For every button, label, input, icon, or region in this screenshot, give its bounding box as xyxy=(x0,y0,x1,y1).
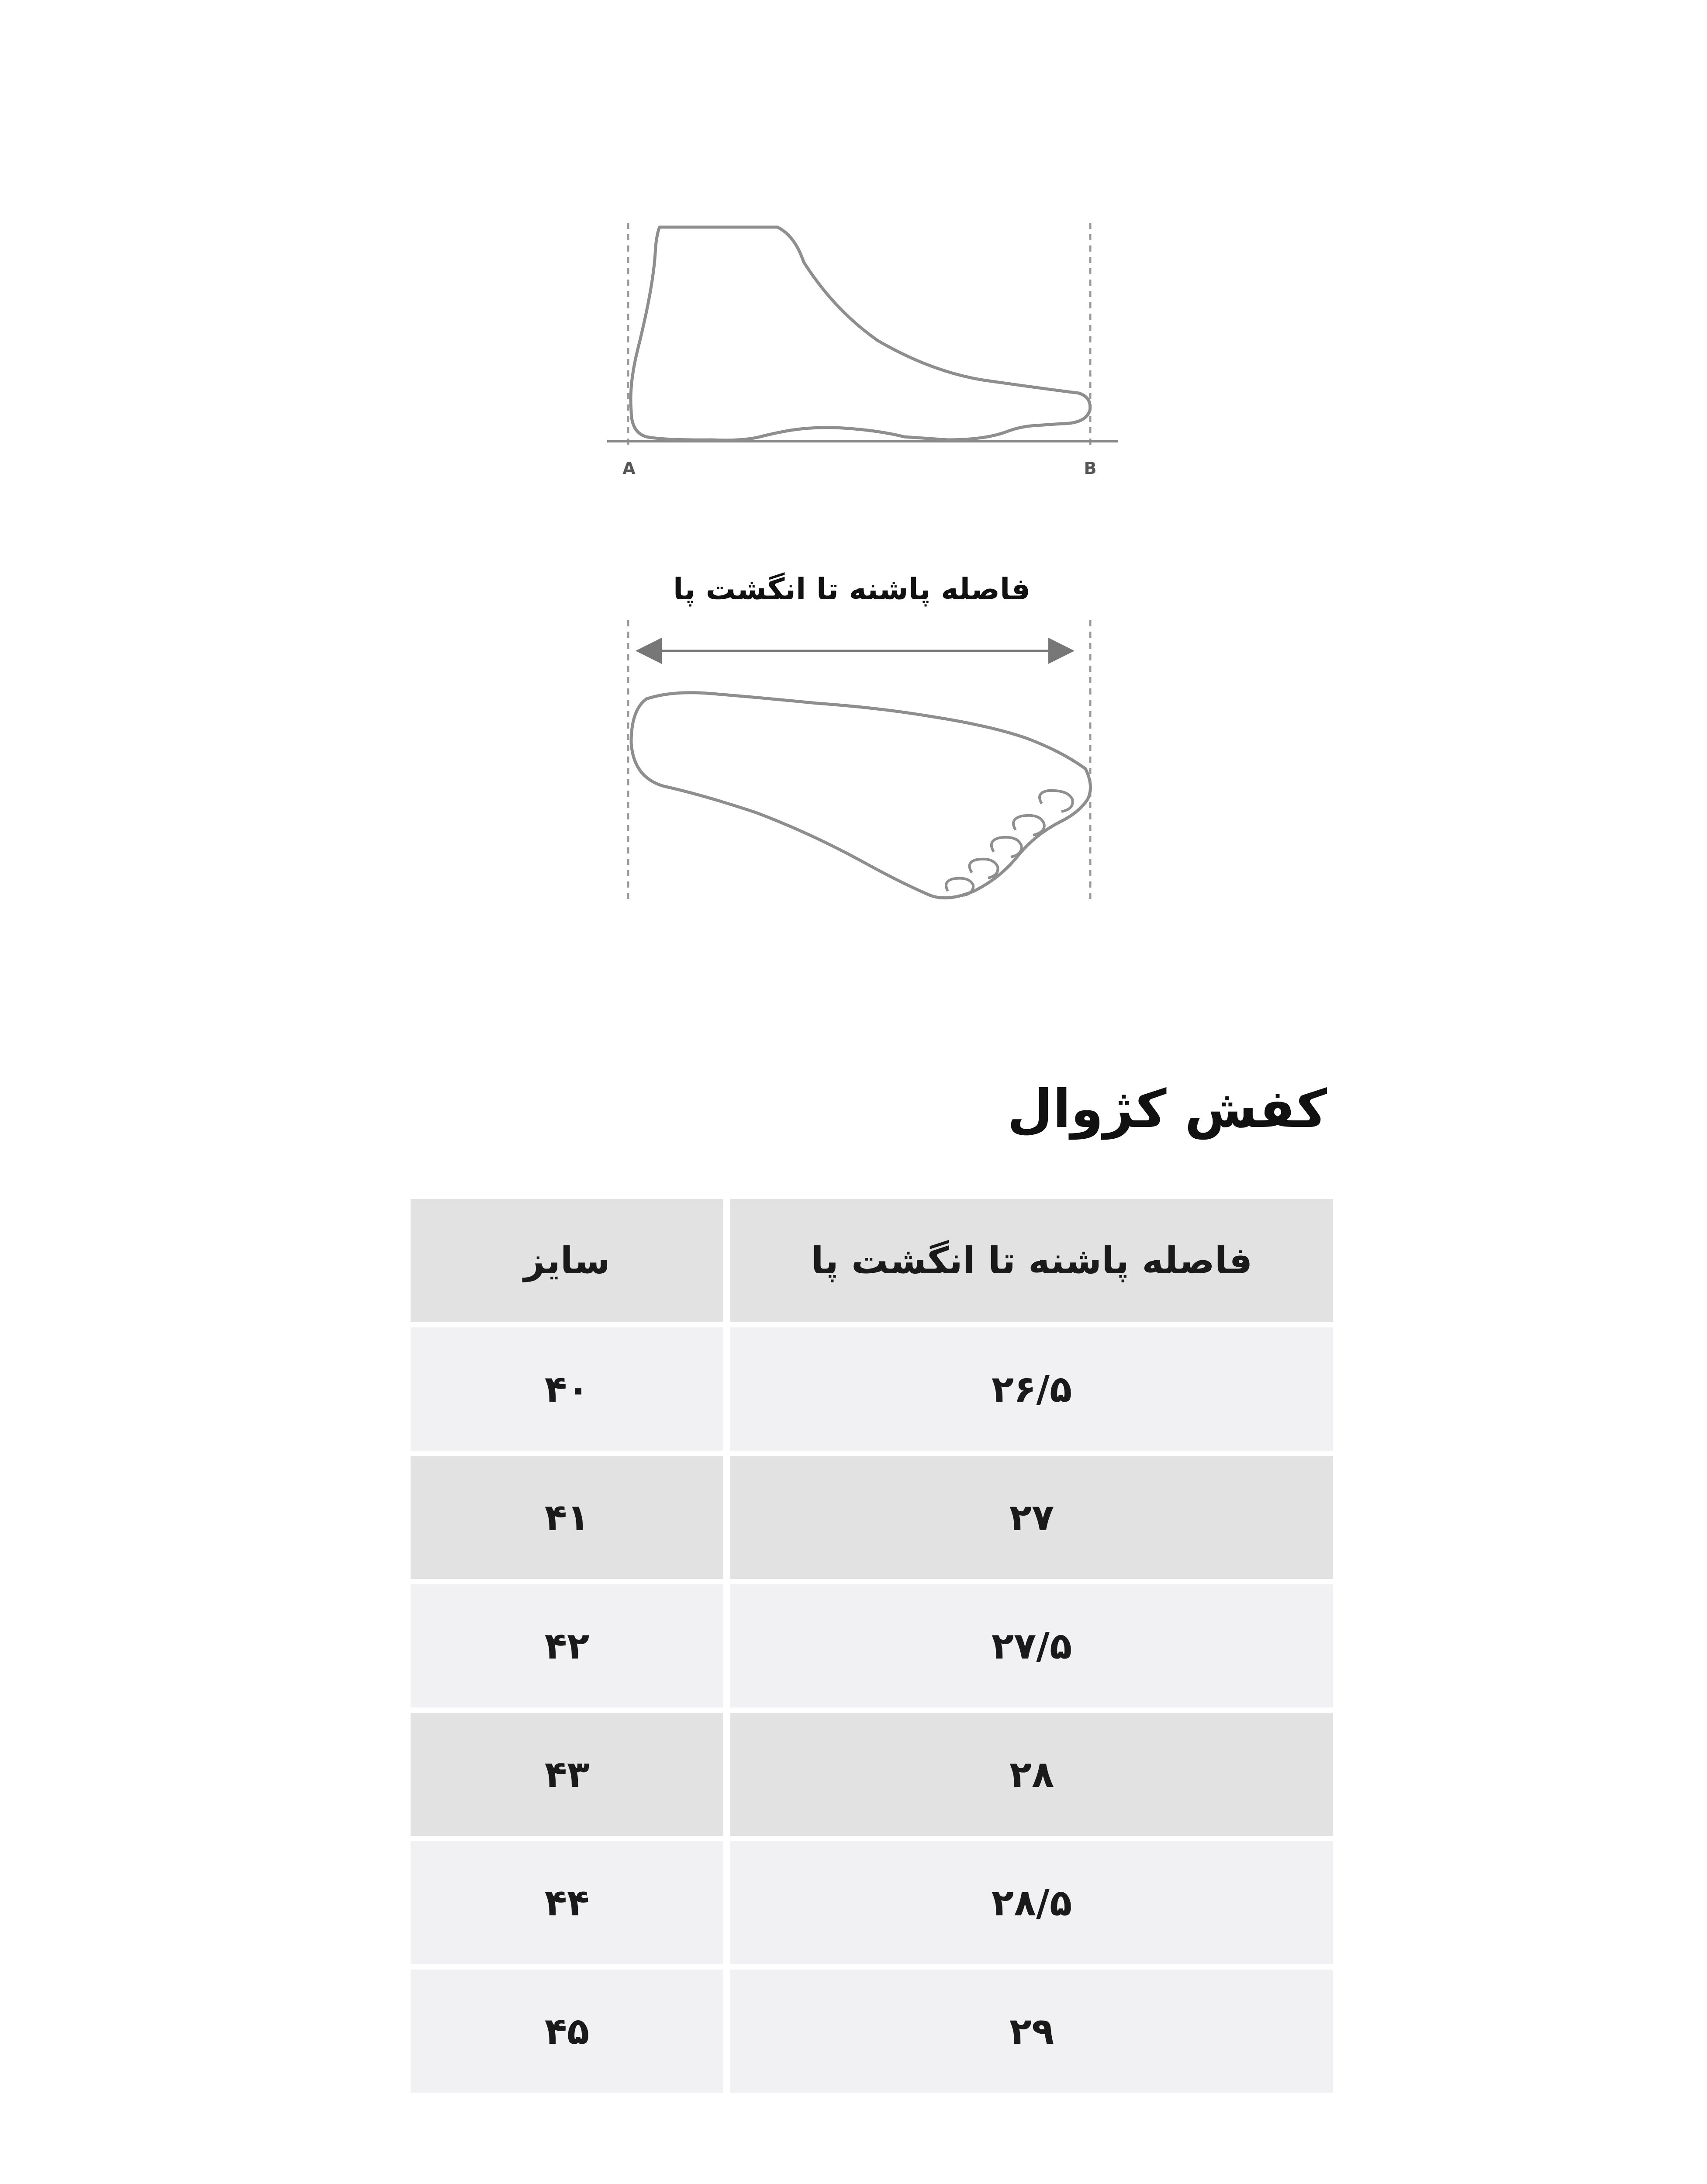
foot-top-view-diagram xyxy=(598,612,1136,917)
size-cell: ۴۱ xyxy=(411,1456,723,1579)
table-row xyxy=(411,1841,1333,1964)
measurement-label: فاصله پاشنه تا انگشت پا xyxy=(673,572,1031,607)
length-cell: ۲۷ xyxy=(730,1456,1333,1579)
point-a-label: A xyxy=(622,459,636,478)
length-cell: ۲۷/۵ xyxy=(730,1584,1333,1707)
table-row xyxy=(411,1713,1333,1836)
length-cell: ۲۸/۵ xyxy=(730,1841,1333,1964)
size-cell: ۴۰ xyxy=(411,1327,723,1451)
page-title: کفش کژوال xyxy=(1007,1079,1327,1140)
length-cell: ۲۸ xyxy=(730,1713,1333,1836)
point-b-label: B xyxy=(1084,459,1097,478)
header-length: فاصله پاشنه تا انگشت پا xyxy=(730,1199,1333,1322)
table-row xyxy=(411,1584,1333,1707)
size-cell: ۴۳ xyxy=(411,1713,723,1836)
size-cell: ۴۲ xyxy=(411,1584,723,1707)
table-row xyxy=(411,1456,1333,1579)
length-cell: ۲۹ xyxy=(730,1970,1333,2093)
size-cell: ۴۵ xyxy=(411,1970,723,2093)
table-row xyxy=(411,1970,1333,2093)
table-row xyxy=(411,1327,1333,1451)
header-size: سایز xyxy=(411,1199,723,1322)
size-table xyxy=(411,1199,1333,2098)
table-header-row xyxy=(411,1199,1333,1322)
measurement-label-container xyxy=(568,563,1136,616)
length-cell: ۲۶/۵ xyxy=(730,1327,1333,1451)
foot-side-view-diagram xyxy=(598,210,1136,489)
size-cell: ۴۴ xyxy=(411,1841,723,1964)
